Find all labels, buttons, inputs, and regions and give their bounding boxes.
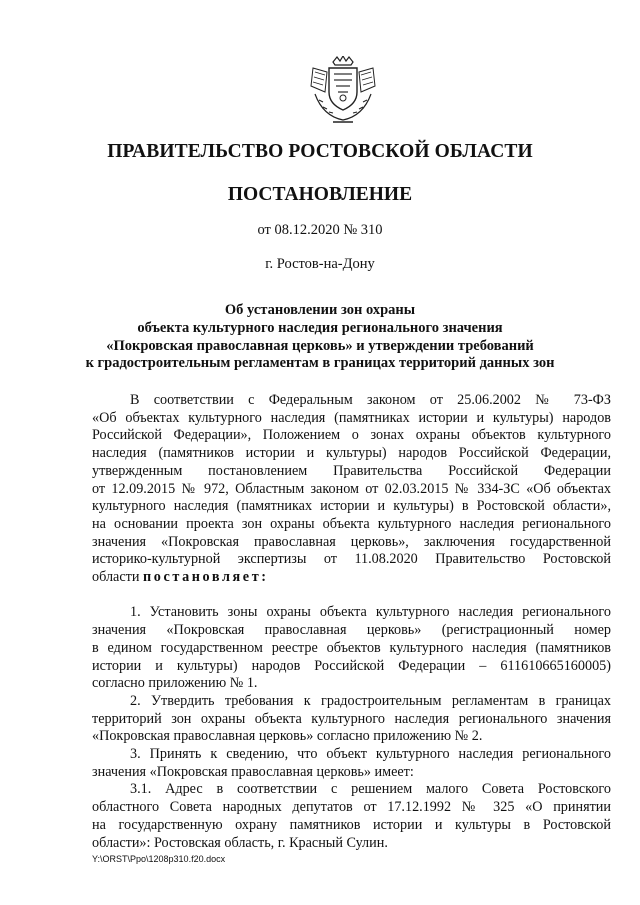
body-line: Российской Федерации», Положением о зонах охраны объектов культурного [92, 427, 611, 444]
body-line: согласно приложению № 1. [92, 675, 258, 692]
body-line: 1. Установить зоны охраны объекта культурного наследия регионального [130, 604, 611, 621]
body-line: историко-культурной экспертизы от 11.08.2020 Правительство Ростовской [92, 551, 611, 568]
body-line [92, 569, 611, 587]
title-line: к градостроительным регламентам в границах территорий данных зон [85, 355, 555, 372]
preamble-paragraph [92, 392, 611, 587]
body-line: «Об объектах культурного наследия (памятниках истории и культуры) народов [92, 409, 611, 426]
body-line: 3.1. Адрес в соответствии с решением малого Совета Ростовского [130, 781, 611, 798]
body-line: 2. Утвердить требования к градостроительным регламентам в границах [130, 692, 611, 709]
coat-of-arms-icon [303, 56, 383, 126]
body-line: утвержденным постановлением Правительства Российской Федерации [92, 462, 611, 479]
document-date-number: от 08.12.2020 № 310 [257, 222, 383, 238]
body-line: «Покровская православная церковь» согласно приложению № 2. [92, 728, 483, 745]
document-type: ПОСТАНОВЛЕНИЕ [227, 184, 413, 205]
body-line-text: области [92, 569, 143, 586]
item-1-paragraph [92, 604, 611, 693]
body-line: истории и культуры) народов Российской Федерации – 611610665160005) [92, 657, 611, 674]
body-line: наследия (памятников истории и культуры) народов Российской Федерации, [92, 445, 611, 462]
body-line: значения «Покровская православная церковь», заключения государственной [92, 533, 611, 550]
item-3-1-paragraph [92, 781, 611, 852]
body-line: 3. Принять к сведению, что объект культурного наследия регионального [130, 746, 611, 763]
title-line: объекта культурного наследия регионального значения [137, 319, 503, 336]
body-line: в едином государственном реестре объектов культурного наследия (памятников [92, 639, 611, 656]
file-path-footer: Y:\ORST\Ppo\1208p310.f20.docx [92, 854, 226, 864]
title-line: Об установлении зон охраны [224, 302, 416, 318]
body-line: культурного наследия (памятниках истории и культуры) в Ростовской области», [92, 498, 611, 515]
body-line: от 12.09.2015 № 972, Областным законом от 02.03.2015 № 334-ЗС «Об объектах [92, 480, 611, 497]
organization-name: ПРАВИТЕЛЬСТВО РОСТОВСКОЙ ОБЛАСТИ [107, 141, 533, 162]
body-line: территорий зон охраны объекта культурного наследия регионального значения [92, 710, 611, 727]
document-city: г. Ростов-на-Дону [265, 256, 375, 272]
body-line: на основании проекта зон охраны объекта культурного наследия регионального [92, 515, 611, 532]
body-line: областного Совета народных депутатов от 17.12.1992 № 325 «О принятии [92, 799, 611, 816]
item-2-paragraph [92, 693, 611, 746]
body-line: области»: Ростовская область, г. Красный Сулин. [92, 834, 388, 851]
body-line: В соответствии с Федеральным законом от 25.06.2002 № 73-ФЗ [130, 392, 611, 408]
body-line: на государственную охрану памятников истории и культуры в Ростовской [92, 816, 611, 833]
body-line: значения «Покровская православная церковь» имеет: [92, 763, 414, 780]
document-title [80, 302, 560, 373]
item-3-paragraph [92, 746, 611, 781]
decree-word: постановляет: [142, 569, 269, 586]
body-line: значения «Покровская православная церковь» (регистрационный номер [92, 622, 611, 639]
document-body [92, 392, 611, 852]
title-line: «Покровская православная церковь» и утверждении требований [106, 337, 534, 354]
